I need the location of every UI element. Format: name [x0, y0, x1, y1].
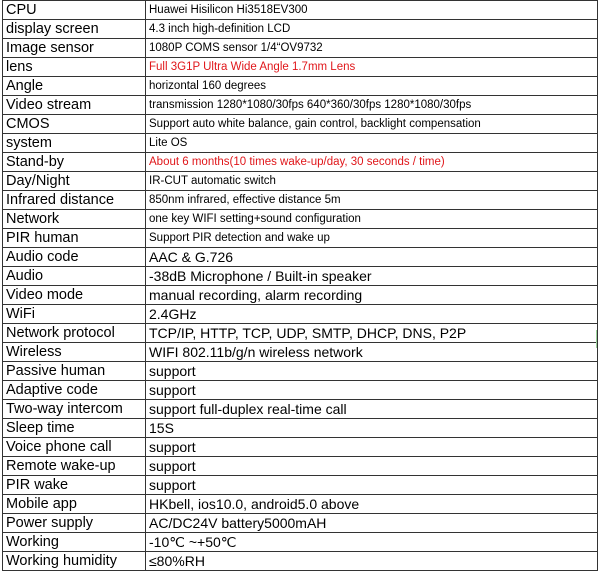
- spec-label: WiFi: [3, 305, 146, 324]
- table-row: [3, 210, 598, 229]
- table-row: [3, 58, 598, 77]
- table-row: [3, 286, 598, 305]
- spec-value: 4.3 inch high-definition LCD: [146, 20, 598, 39]
- spec-value: IR-CUT automatic switch: [146, 172, 598, 191]
- table-row: [3, 438, 598, 457]
- spec-value: WIFI 802.11b/g/n wireless network: [146, 343, 598, 362]
- table-row: [3, 96, 598, 115]
- table-row: [3, 476, 598, 495]
- spec-value: Huawei Hisilicon Hi3518EV300: [146, 1, 598, 20]
- spec-label: CMOS: [3, 115, 146, 134]
- spec-label: lens: [3, 58, 146, 77]
- spec-label: Sleep time: [3, 419, 146, 438]
- table-row: [3, 153, 598, 172]
- spec-value: support: [146, 476, 598, 495]
- spec-label: Video mode: [3, 286, 146, 305]
- spec-label: PIR human: [3, 229, 146, 248]
- spec-value: AC/DC24V battery5000mAH: [146, 514, 598, 533]
- spec-label: Adaptive code: [3, 381, 146, 400]
- spec-value: AAC & G.726: [146, 248, 598, 267]
- table-row: [3, 305, 598, 324]
- spec-value: support: [146, 381, 598, 400]
- spec-value: one key WIFI setting+sound configuration: [146, 210, 598, 229]
- table-row: [3, 552, 598, 571]
- spec-value: -10℃ ~+50℃: [146, 533, 598, 552]
- spec-label: Network protocol: [3, 324, 146, 343]
- table-row: [3, 457, 598, 476]
- spec-label: Working humidity: [3, 552, 146, 571]
- spec-label: Network: [3, 210, 146, 229]
- spec-label: display screen: [3, 20, 146, 39]
- spec-value: support: [146, 457, 598, 476]
- spec-label: system: [3, 134, 146, 153]
- spec-value: -38dB Microphone / Built-in speaker: [146, 267, 598, 286]
- table-row: [3, 77, 598, 96]
- spec-value: TCP/IP, HTTP, TCP, UDP, SMTP, DHCP, DNS, P2P: [146, 324, 598, 343]
- table-row: [3, 267, 598, 286]
- spec-table: [2, 0, 598, 571]
- spec-label: Passive human: [3, 362, 146, 381]
- table-row: [3, 514, 598, 533]
- spec-value: 850nm infrared, effective distance 5m: [146, 191, 598, 210]
- spec-value: horizontal 160 degrees: [146, 77, 598, 96]
- spec-label: Angle: [3, 77, 146, 96]
- table-row: [3, 1, 598, 20]
- table-row: [3, 20, 598, 39]
- spec-label: Audio: [3, 267, 146, 286]
- spec-value: support full-duplex real-time call: [146, 400, 598, 419]
- spec-value: transmission 1280*1080/30fps 640*360/30fps 1280*1080/30fps: [146, 96, 598, 115]
- spec-label: Remote wake-up: [3, 457, 146, 476]
- table-row: [3, 381, 598, 400]
- table-row: [3, 248, 598, 267]
- table-row: [3, 324, 598, 343]
- spec-label: Mobile app: [3, 495, 146, 514]
- spec-label: Wireless: [3, 343, 146, 362]
- spec-label: Power supply: [3, 514, 146, 533]
- spec-label: Image sensor: [3, 39, 146, 58]
- table-row: [3, 229, 598, 248]
- table-row: [3, 191, 598, 210]
- table-row: [3, 400, 598, 419]
- table-row: [3, 495, 598, 514]
- spec-value: ≤80%RH: [146, 552, 598, 571]
- spec-label: Audio code: [3, 248, 146, 267]
- spec-value: 1080P COMS sensor 1/4“OV9732: [146, 39, 598, 58]
- table-row: [3, 39, 598, 58]
- spec-label: CPU: [3, 1, 146, 20]
- spec-value: 15S: [146, 419, 598, 438]
- spec-label: Working: [3, 533, 146, 552]
- spec-value: Lite OS: [146, 134, 598, 153]
- table-row: [3, 343, 598, 362]
- table-row: [3, 134, 598, 153]
- spec-label: Day/Night: [3, 172, 146, 191]
- spec-value: HKbell, ios10.0, android5.0 above: [146, 495, 598, 514]
- edge-artifact-mark: [596, 330, 597, 348]
- spec-value: Support auto white balance, gain control, backlight compensation: [146, 115, 598, 134]
- table-row: [3, 172, 598, 191]
- table-row: [3, 362, 598, 381]
- spec-label: Voice phone call: [3, 438, 146, 457]
- spec-value: support: [146, 438, 598, 457]
- spec-label: PIR wake: [3, 476, 146, 495]
- spec-value: support: [146, 362, 598, 381]
- table-row: [3, 115, 598, 134]
- spec-label: Stand-by: [3, 153, 146, 172]
- spec-label: Two-way intercom: [3, 400, 146, 419]
- spec-value: manual recording, alarm recording: [146, 286, 598, 305]
- spec-value-highlight: Full 3G1P Ultra Wide Angle 1.7mm Lens: [146, 58, 598, 77]
- table-row: [3, 419, 598, 438]
- spec-label: Video stream: [3, 96, 146, 115]
- spec-value-highlight: About 6 months(10 times wake-up/day, 30 seconds / time): [146, 153, 598, 172]
- spec-value: 2.4GHz: [146, 305, 598, 324]
- spec-label: Infrared distance: [3, 191, 146, 210]
- spec-value: Support PIR detection and wake up: [146, 229, 598, 248]
- table-row: [3, 533, 598, 552]
